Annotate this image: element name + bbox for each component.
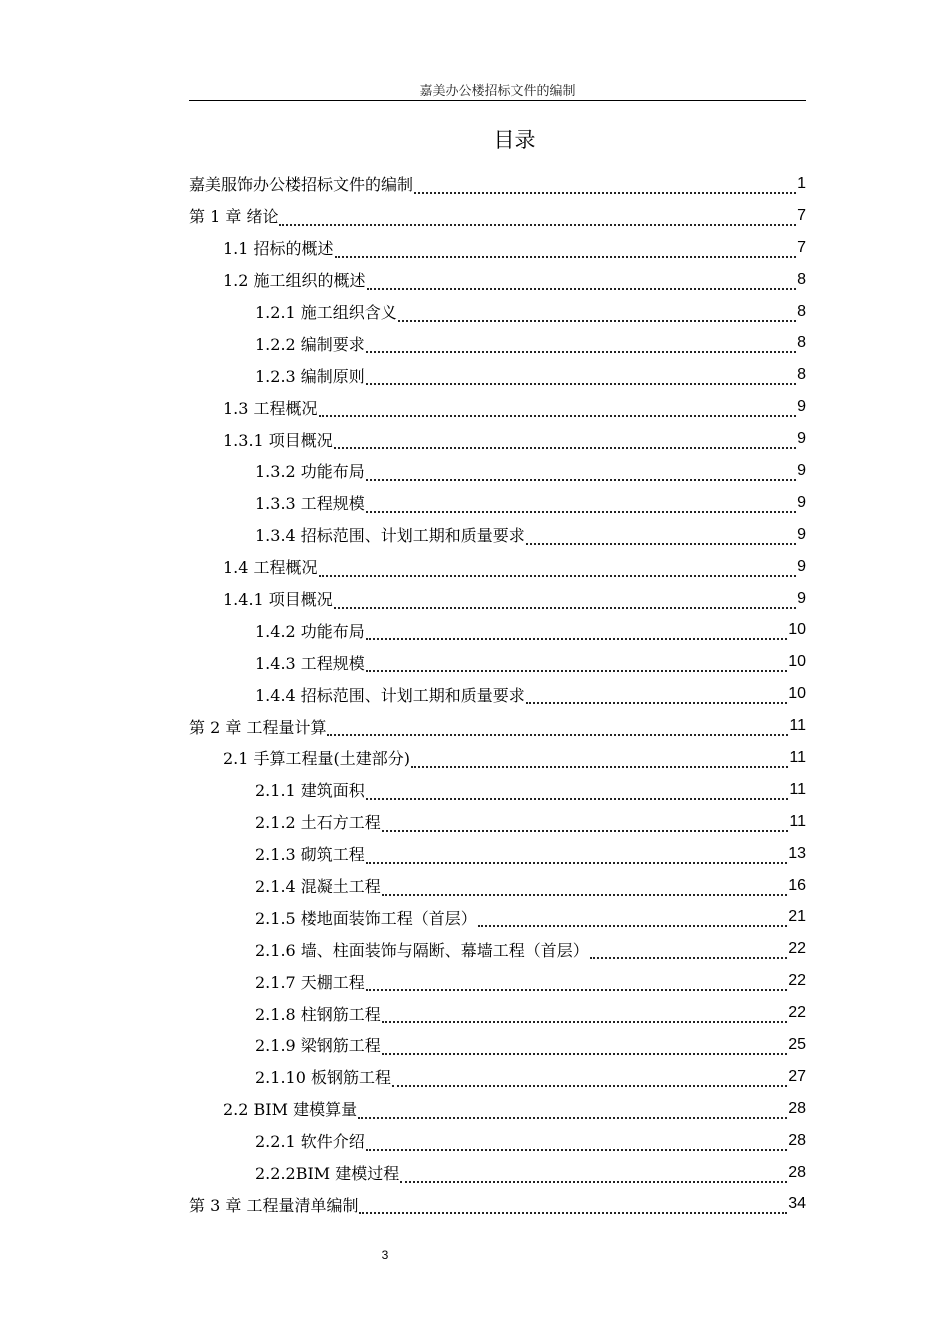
toc-entry-title: 1.3.1 项目概况 (223, 430, 333, 450)
toc-entry-title: 第 1 章 绪论 (189, 207, 279, 227)
toc-entry-page: 7 (797, 238, 806, 256)
toc-leader-dots (382, 1041, 787, 1055)
toc-leader-dots (319, 563, 797, 577)
toc-leader-dots (366, 467, 796, 481)
toc-entry-page: 11 (789, 717, 806, 735)
toc-entry[interactable] (189, 806, 806, 838)
toc-leader-dots (526, 690, 787, 704)
toc-entry-title: 1.4.2 功能布局 (255, 621, 365, 641)
toc-title: 目录 (493, 128, 536, 152)
toc-entry[interactable] (189, 423, 806, 455)
toc-entry[interactable] (189, 742, 806, 774)
toc-entry-title: 1.2.3 编制原则 (255, 366, 365, 386)
toc-entry[interactable] (189, 359, 806, 391)
toc-leader-dots (366, 658, 787, 672)
toc-entry-page: 28 (788, 1131, 806, 1149)
toc-entry-title: 2.1.3 砌筑工程 (255, 845, 365, 865)
toc-entry-page: 11 (789, 748, 806, 766)
toc-leader-dots (366, 499, 796, 513)
toc-entry-title: 2.1.2 土石方工程 (255, 813, 381, 833)
toc-leader-dots (366, 850, 787, 864)
toc-entry-page: 28 (788, 1163, 806, 1181)
toc-entry-page: 10 (788, 621, 806, 639)
toc-entry-title: 1.2 施工组织的概述 (223, 271, 366, 291)
toc-entry-title: 2.1.9 梁钢筋工程 (255, 1036, 381, 1056)
toc-entry-page: 13 (788, 844, 806, 862)
running-header: 嘉美办公楼招标文件的编制 (419, 84, 576, 99)
toc-entry[interactable] (189, 997, 806, 1029)
toc-entry-title: 2.1.1 建筑面积 (255, 781, 365, 801)
toc-entry-page: 9 (797, 589, 806, 607)
toc-entry-page: 8 (797, 270, 806, 288)
toc-entry[interactable] (189, 391, 806, 423)
toc-leader-dots (358, 1105, 787, 1119)
toc-entry-title: 1.1 招标的概述 (223, 239, 334, 259)
header-rule (189, 100, 806, 101)
toc-leader-dots (366, 339, 796, 353)
toc-leader-dots (478, 913, 787, 927)
toc-entry-title: 1.2.1 施工组织含义 (255, 303, 397, 322)
toc-entry[interactable] (189, 1157, 806, 1189)
toc-entry[interactable] (189, 264, 806, 296)
toc-entry[interactable] (189, 646, 806, 678)
toc-leader-dots (590, 945, 787, 959)
toc-entry-page: 22 (788, 940, 806, 958)
table-of-contents (189, 168, 806, 1220)
toc-leader-dots (398, 308, 796, 322)
toc-entry[interactable] (189, 965, 806, 997)
toc-entry[interactable] (189, 1189, 806, 1221)
toc-entry[interactable] (189, 1093, 806, 1125)
toc-entry-page: 9 (797, 398, 806, 416)
toc-leader-dots (334, 435, 796, 449)
toc-entry[interactable] (189, 519, 806, 551)
toc-entry[interactable] (189, 614, 806, 646)
toc-entry[interactable] (189, 232, 806, 264)
toc-entry[interactable] (189, 583, 806, 615)
toc-leader-dots (366, 786, 789, 800)
toc-entry-title: 1.3 工程概况 (223, 398, 318, 418)
toc-leader-dots (526, 531, 796, 545)
page-number: 3 (381, 1248, 389, 1262)
toc-leader-dots (327, 722, 788, 736)
toc-entry-title: 2.2.2BIM 建模过程 (255, 1164, 400, 1184)
toc-entry-title: 2.1.5 楼地面装饰工程（首层） (255, 908, 477, 928)
toc-entry[interactable] (189, 296, 806, 328)
toc-entry[interactable] (189, 901, 806, 933)
toc-entry-page: 28 (788, 1099, 806, 1117)
toc-entry[interactable] (189, 168, 806, 200)
toc-entry-title: 1.4.1 项目概况 (223, 590, 333, 610)
toc-entry[interactable] (189, 678, 806, 710)
toc-entry-page: 22 (788, 1004, 806, 1022)
toc-entry[interactable] (189, 327, 806, 359)
toc-entry-title: 1.2.2 编制要求 (255, 334, 365, 354)
toc-leader-dots (367, 276, 797, 290)
toc-entry[interactable] (189, 487, 806, 519)
toc-entry-title: 2.1.4 混凝土工程 (255, 877, 381, 897)
toc-entry-title: 2.1.7 天棚工程 (255, 972, 365, 992)
toc-entry-page: 11 (789, 780, 806, 798)
toc-entry[interactable] (189, 838, 806, 870)
toc-leader-dots (334, 595, 796, 609)
toc-entry-page: 21 (788, 908, 806, 926)
toc-leader-dots (382, 882, 787, 896)
toc-entry[interactable] (189, 774, 806, 806)
toc-leader-dots (366, 977, 787, 991)
toc-leader-dots (279, 212, 796, 226)
toc-entry[interactable] (189, 551, 806, 583)
toc-entry-page: 10 (788, 685, 806, 703)
toc-leader-dots (400, 1169, 787, 1183)
toc-entry-page: 9 (797, 493, 806, 511)
toc-entry-page: 9 (797, 461, 806, 479)
toc-leader-dots (411, 754, 788, 768)
toc-entry-title: 2.2 BIM 建模算量 (223, 1100, 358, 1120)
toc-entry[interactable] (189, 870, 806, 902)
toc-entry-page: 7 (797, 206, 806, 224)
toc-entry[interactable] (189, 1029, 806, 1061)
toc-leader-dots (414, 180, 796, 194)
toc-entry[interactable] (189, 1125, 806, 1157)
toc-entry-title: 2.1.6 墙、柱面装饰与隔断、幕墙工程（首层） (255, 940, 589, 960)
toc-entry-title: 嘉美服饰办公楼招标文件的编制 (189, 175, 414, 195)
toc-entry-page: 27 (788, 1067, 806, 1085)
toc-leader-dots (382, 1009, 787, 1023)
toc-entry-page: 11 (789, 812, 806, 830)
toc-leader-dots (366, 371, 796, 385)
toc-leader-dots (335, 244, 797, 258)
toc-entry-title: 1.4.4 招标范围、计划工期和质量要求 (255, 685, 525, 705)
toc-entry-title: 2.1.8 柱钢筋工程 (255, 1004, 381, 1024)
toc-leader-dots (382, 818, 789, 832)
toc-entry-title: 2.2.1 软件介绍 (255, 1132, 365, 1152)
toc-entry-page: 22 (788, 972, 806, 990)
toc-entry[interactable] (189, 455, 806, 487)
toc-entry-title: 2.1 手算工程量(土建部分) (223, 749, 411, 769)
toc-entry-page: 9 (797, 430, 806, 448)
toc-entry-title: 第 3 章 工程量清单编制 (189, 1195, 359, 1215)
toc-entry[interactable] (189, 710, 806, 742)
toc-entry[interactable] (189, 933, 806, 965)
toc-entry-title: 第 2 章 工程量计算 (189, 717, 327, 737)
toc-entry-page: 8 (797, 334, 806, 352)
toc-leader-dots (319, 403, 797, 417)
toc-entry-page: 9 (797, 525, 806, 543)
toc-entry-page: 8 (797, 366, 806, 384)
toc-leader-dots (366, 1137, 787, 1151)
toc-entry-page: 34 (788, 1195, 806, 1213)
toc-entry-title: 1.3.4 招标范围、计划工期和质量要求 (255, 526, 525, 546)
toc-entry[interactable] (189, 1061, 806, 1093)
toc-leader-dots (366, 626, 787, 640)
toc-entry-title: 1.4 工程概况 (223, 558, 318, 578)
toc-leader-dots (392, 1073, 787, 1087)
toc-entry[interactable] (189, 200, 806, 232)
toc-leader-dots (359, 1200, 787, 1214)
toc-entry-title: 1.3.2 功能布局 (255, 462, 365, 482)
toc-entry-page: 10 (788, 653, 806, 671)
toc-entry-page: 8 (797, 302, 806, 320)
toc-entry-page: 16 (788, 876, 806, 894)
toc-entry-title: 1.4.3 工程规模 (255, 653, 365, 673)
toc-entry-page: 1 (797, 174, 806, 192)
toc-entry-page: 25 (788, 1035, 806, 1053)
toc-entry-page: 9 (797, 557, 806, 575)
toc-entry-title: 2.1.10 板钢筋工程 (255, 1068, 391, 1088)
toc-entry-title: 1.3.3 工程规模 (255, 494, 365, 514)
